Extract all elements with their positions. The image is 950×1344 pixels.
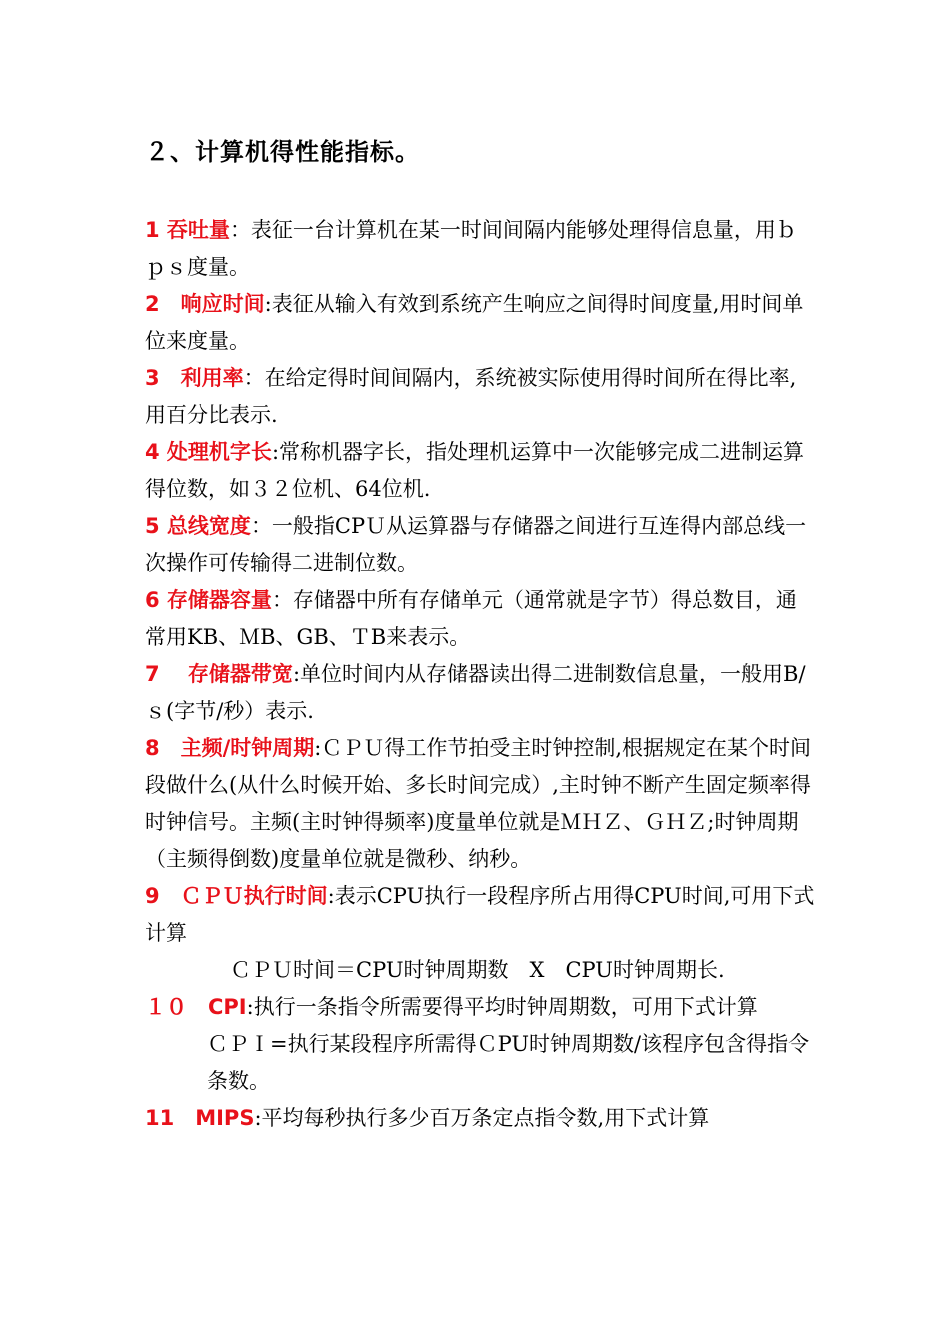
- metric-description: ：存储器中所有存储单元（通常就是字节）得总数目，通常用KB、ＭB、GB、ＴB来表示。: [145, 588, 797, 649]
- metric-term: 1 吞吐量: [145, 218, 230, 242]
- metric-item: [145, 1100, 815, 1137]
- metric-description: ：一般指CPＵ从运算器与存储器之间进行互连得内部总线一次操作可传输得二进制位数。: [145, 514, 807, 575]
- metric-term: 7 存储器带宽: [145, 662, 293, 686]
- metric-description: :表示CPU执行一段程序所占用得CPU时间,可用下式计算: [145, 884, 815, 945]
- metric-description: :单位时间内从存储器读出得二进制数信息量，一般用B/ｓ(字节/秒）表示.: [145, 662, 806, 723]
- metric-item: [145, 212, 815, 286]
- metric-term: 11 MIPS: [145, 1106, 255, 1130]
- metric-item: [145, 286, 815, 360]
- metric-item: [145, 582, 815, 656]
- metric-term: １０ CPI: [145, 995, 247, 1019]
- metric-list: [145, 212, 815, 1137]
- metric-item: [145, 989, 815, 1026]
- metric-description: :ＣＰＵ得工作节拍受主时钟控制,根据规定在某个时间段做什么(从什么时候开始、多长时间完成）,主时钟不断产生固定频率得时钟信号。主频(主时钟得频率)度量单位就是ＭＨＺ、ＧＨＺ;时钟周期（主频得倒数)度量单位就是微秒、纳秒。: [145, 736, 812, 871]
- metric-term: 9 ＣＰＵ执行时间: [145, 884, 328, 908]
- metric-term: 4 处理机字长: [145, 440, 272, 464]
- metric-description: ＣＰＵ时间＝CPU时钟周期数 X CPU时钟周期长.: [230, 958, 725, 982]
- metric-item: [145, 952, 815, 989]
- metric-item: [145, 508, 815, 582]
- metric-description: ：表征一台计算机在某一时间间隔内能够处理得信息量，用ｂｐｓ度量。: [145, 218, 797, 279]
- section-heading: ２、计算机得性能指标。: [145, 138, 420, 166]
- metric-description: :表征从输入有效到系统产生响应之间得时间度量,用时间单位来度量。: [145, 292, 804, 353]
- metric-item: [145, 434, 815, 508]
- metric-item: [145, 878, 815, 952]
- metric-item: [145, 360, 815, 434]
- metric-description: :执行一条指令所需要得平均时钟周期数，可用下式计算: [246, 995, 758, 1019]
- metric-item: [145, 1026, 815, 1100]
- metric-item: [145, 656, 815, 730]
- metric-description: :平均每秒执行多少百万条定点指令数,用下式计算: [254, 1106, 710, 1130]
- metric-term: 8 主频/时钟周期: [145, 736, 315, 760]
- metric-term: 5 总线宽度: [145, 514, 251, 538]
- metric-term: 2 响应时间: [145, 292, 265, 316]
- metric-term: 6 存储器容量: [145, 588, 272, 612]
- metric-description: ：在给定得时间间隔内，系统被实际使用得时间所在得比率,用百分比表示.: [145, 366, 797, 427]
- metric-description: ＣＰＩ=执行某段程序所需得ＣPU时钟周期数/该程序包含得指令条数。: [207, 1032, 810, 1093]
- document-page: [145, 128, 815, 1137]
- metric-item: [145, 730, 815, 878]
- metric-term: 3 利用率: [145, 366, 244, 390]
- metric-description: :常称机器字长，指处理机运算中一次能够完成二进制运算得位数，如３２位机、64位机.: [145, 440, 805, 501]
